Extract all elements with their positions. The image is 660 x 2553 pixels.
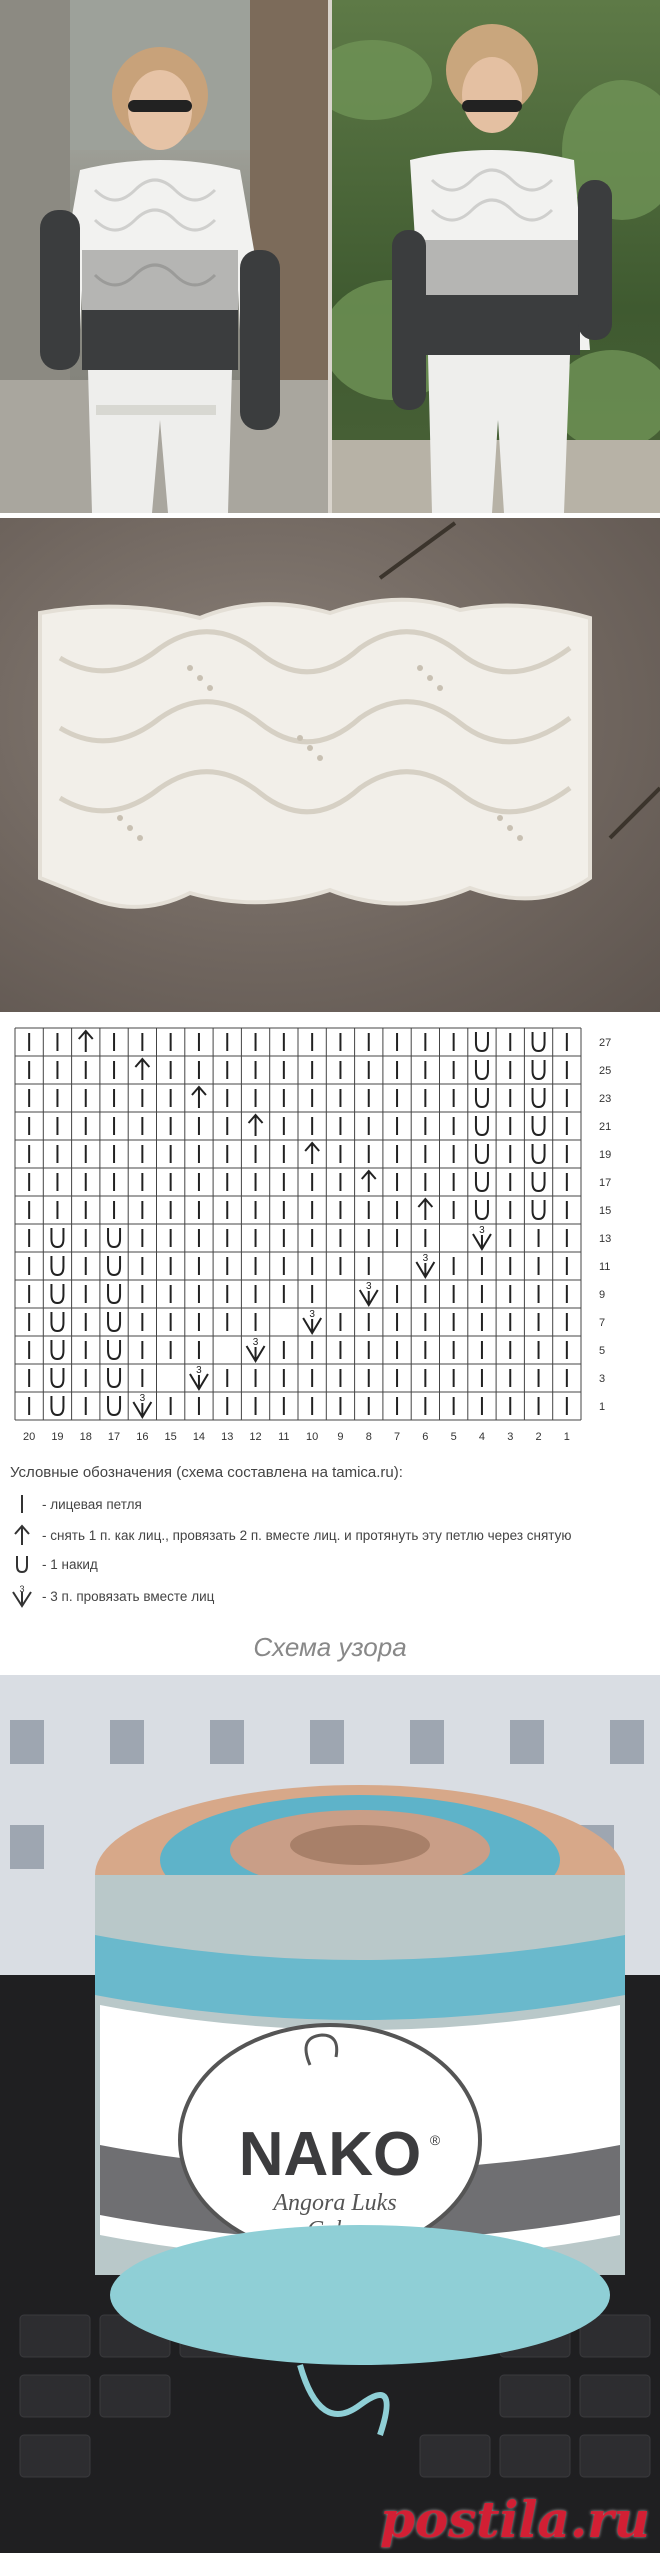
legend-item-text: - 3 п. провязать вместе лиц bbox=[42, 1588, 215, 1604]
yarn-over-icon bbox=[108, 1284, 120, 1303]
yarn-over-icon bbox=[108, 1396, 120, 1415]
triple-decrease-icon bbox=[473, 1234, 491, 1249]
column-number-label: 15 bbox=[164, 1431, 177, 1442]
yarn-brand: NAKO bbox=[238, 2120, 422, 2189]
column-number-label: 17 bbox=[107, 1431, 121, 1442]
yarn-over-icon bbox=[476, 1032, 488, 1051]
row-number-label: 11 bbox=[599, 1261, 611, 1273]
triple-decrease-icon bbox=[303, 1318, 321, 1333]
decrease-count-label: 3 bbox=[139, 1393, 146, 1404]
decrease-count-label: 3 bbox=[196, 1365, 202, 1376]
knitted-swatch-photo bbox=[0, 518, 660, 1012]
up-arrow-icon bbox=[79, 1031, 93, 1052]
legend-item-arrow bbox=[10, 1524, 572, 1546]
column-number-label: 7 bbox=[393, 1431, 401, 1442]
yarn-over-icon bbox=[533, 1172, 545, 1191]
yarn-over-icon bbox=[51, 1312, 63, 1331]
column-number-label: 9 bbox=[337, 1431, 344, 1442]
yarn-over-icon bbox=[51, 1368, 63, 1387]
triple-decrease-icon bbox=[10, 1584, 34, 1608]
row-number-label: 13 bbox=[599, 1233, 612, 1245]
column-number-label: 2 bbox=[535, 1431, 542, 1442]
column-number-label: 10 bbox=[306, 1431, 319, 1442]
column-number-label: 4 bbox=[478, 1431, 486, 1442]
triple-decrease-icon bbox=[360, 1290, 378, 1305]
yarn-over-icon bbox=[476, 1200, 488, 1219]
row-number-label: 7 bbox=[599, 1317, 606, 1329]
row-number-label: 3 bbox=[599, 1373, 606, 1385]
legend-item-text: - 1 накид bbox=[42, 1556, 98, 1572]
yarn-photo bbox=[0, 1675, 660, 2553]
pattern-caption: Схема узора bbox=[253, 1632, 407, 1662]
legend-item-text: - снять 1 п. как лиц., провязать 2 п. вместе лиц. и протянуть эту петлю через снятую bbox=[42, 1527, 572, 1543]
yarn-over-icon bbox=[51, 1228, 63, 1247]
column-number-label: 20 bbox=[23, 1431, 36, 1442]
column-number-label: 14 bbox=[192, 1431, 206, 1442]
row-number-label: 9 bbox=[599, 1289, 606, 1301]
column-number-label: 11 bbox=[278, 1431, 290, 1442]
row-number-label: 15 bbox=[599, 1205, 612, 1217]
up-arrow-icon bbox=[192, 1087, 206, 1108]
yarn-over-icon bbox=[533, 1060, 545, 1079]
legend-item-knit bbox=[10, 1494, 142, 1514]
row-number-label: 27 bbox=[599, 1037, 612, 1049]
up-arrow-icon bbox=[10, 1524, 34, 1546]
yarn-over-icon bbox=[108, 1312, 120, 1331]
legend-item-text: - лицевая петля bbox=[42, 1496, 142, 1512]
column-number-label: 1 bbox=[563, 1431, 570, 1442]
yarn-over-icon bbox=[476, 1144, 488, 1163]
yarn-over-icon bbox=[108, 1256, 120, 1275]
row-number-label: 19 bbox=[599, 1149, 612, 1161]
knit-stitch-icon bbox=[10, 1494, 34, 1514]
up-arrow-icon bbox=[135, 1059, 149, 1080]
up-arrow-icon bbox=[418, 1199, 432, 1220]
triple-decrease-icon bbox=[416, 1262, 434, 1277]
column-number-label: 12 bbox=[249, 1431, 262, 1442]
yarn-over-icon bbox=[533, 1032, 545, 1051]
up-arrow-icon bbox=[305, 1143, 319, 1164]
legend-item-yarn-over bbox=[10, 1554, 98, 1574]
yarn-line-1: Angora Luks bbox=[273, 2190, 397, 2216]
decrease-count-label: 3 bbox=[365, 1281, 372, 1292]
row-number-label: 23 bbox=[599, 1093, 612, 1105]
yarn-over-icon bbox=[51, 1340, 63, 1359]
column-number-label: 8 bbox=[365, 1431, 372, 1442]
yarn-over-icon bbox=[533, 1144, 545, 1163]
yarn-over-icon bbox=[10, 1554, 34, 1574]
triple-decrease-icon bbox=[190, 1374, 208, 1389]
yarn-over-icon bbox=[533, 1116, 545, 1135]
knitting-chart-section bbox=[0, 1012, 660, 1647]
yarn-over-icon bbox=[476, 1116, 488, 1135]
triple-decrease-icon bbox=[133, 1402, 151, 1417]
knitting-chart bbox=[0, 1012, 660, 1442]
column-number-label: 5 bbox=[450, 1431, 457, 1442]
row-number-label: 17 bbox=[599, 1177, 612, 1189]
watermark: postila.ru bbox=[379, 2490, 650, 2549]
yarn-over-icon bbox=[533, 1200, 545, 1219]
decrease-count-label: 3 bbox=[309, 1309, 315, 1320]
column-number-label: 16 bbox=[136, 1431, 149, 1442]
registered-mark: ® bbox=[429, 2132, 441, 2148]
yarn-over-icon bbox=[108, 1368, 120, 1387]
yarn-over-icon bbox=[51, 1284, 63, 1303]
yarn-over-icon bbox=[476, 1172, 488, 1191]
up-arrow-icon bbox=[362, 1171, 376, 1192]
sweater-photo-right bbox=[332, 0, 660, 513]
column-number-label: 13 bbox=[221, 1431, 234, 1442]
yarn-over-icon bbox=[51, 1256, 63, 1275]
yarn-over-icon bbox=[108, 1228, 120, 1247]
sweater-photo-left bbox=[0, 0, 328, 513]
column-number-label: 6 bbox=[422, 1431, 429, 1442]
yarn-over-icon bbox=[51, 1396, 63, 1415]
sweater-photo bbox=[0, 0, 660, 513]
decrease-count-label: 3 bbox=[422, 1253, 429, 1264]
legend-title: Условные обозначения (схема составлена на tamica.ru): bbox=[10, 1464, 403, 1481]
decrease-count-label: 3 bbox=[479, 1225, 485, 1236]
row-number-label: 1 bbox=[599, 1401, 606, 1413]
column-number-label: 19 bbox=[51, 1431, 64, 1442]
up-arrow-icon bbox=[249, 1115, 263, 1136]
yarn-over-icon bbox=[476, 1060, 488, 1079]
triple-decrease-icon bbox=[247, 1346, 265, 1361]
yarn-over-icon bbox=[533, 1088, 545, 1107]
row-number-label: 5 bbox=[599, 1345, 606, 1357]
row-number-label: 21 bbox=[599, 1121, 612, 1133]
yarn-over-icon bbox=[476, 1088, 488, 1107]
row-number-label: 25 bbox=[599, 1065, 612, 1077]
column-number-label: 3 bbox=[507, 1431, 514, 1442]
decrease-count-label: 3 bbox=[252, 1337, 259, 1348]
yarn-over-icon bbox=[108, 1340, 120, 1359]
column-number-label: 18 bbox=[79, 1431, 92, 1442]
legend-item-decrease bbox=[10, 1584, 214, 1608]
svg-text:3: 3 bbox=[19, 1584, 25, 1594]
